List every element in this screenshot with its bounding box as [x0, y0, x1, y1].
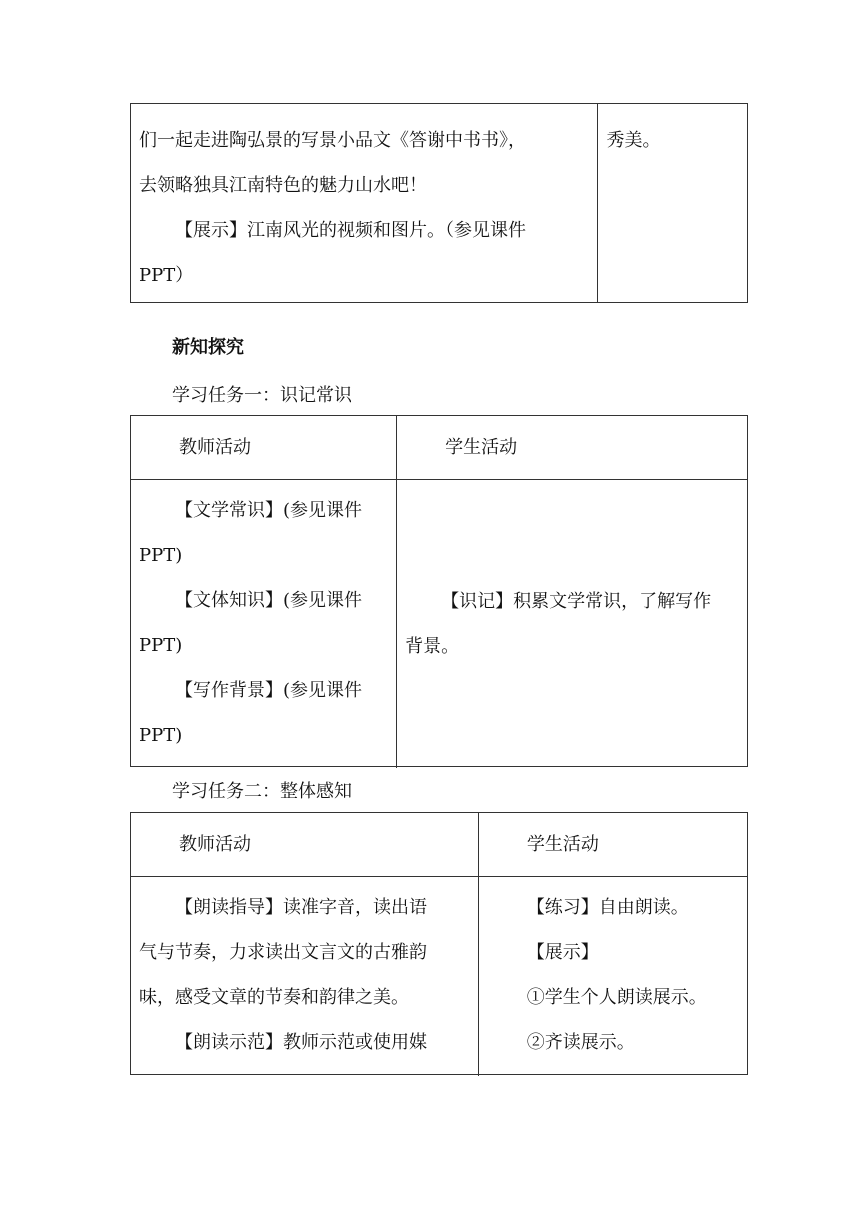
task1-teacher-line: 【文学常识】(参见课件 — [175, 500, 363, 521]
task1-student-line: 背景。 — [405, 636, 460, 657]
intro-table — [130, 103, 748, 303]
intro-left-cell — [131, 104, 597, 302]
task1-header-student: 学生活动 — [396, 416, 747, 479]
intro-right-cell — [597, 104, 747, 302]
intro-line: PPT） — [139, 265, 194, 286]
task2-header-teacher: 教师活动 — [179, 833, 251, 855]
task2-header-row — [131, 813, 747, 876]
task1-teacher-line: PPT) — [139, 725, 183, 746]
task1-header-teacher: 教师活动 — [179, 436, 251, 458]
task2-teacher-line: 【朗读示范】教师示范或使用媒 — [175, 1032, 427, 1053]
task2-label: 学习任务二：整体感知 — [172, 781, 352, 802]
task1-body-row — [131, 479, 747, 768]
intro-line: 【展示】江南风光的视频和图片。（参见课件 — [175, 220, 526, 241]
task2-student-line: 【练习】自由朗读。 — [526, 897, 689, 918]
task1-label: 学习任务一：识记常识 — [172, 385, 352, 406]
task1-student-line: 【识记】积累文学常识，了解写作 — [441, 591, 712, 612]
task2-table — [130, 812, 748, 1075]
task1-teacher-line: PPT) — [139, 635, 183, 656]
task2-student-line: 【展示】 — [526, 942, 599, 963]
section-title: 新知探究 — [172, 337, 244, 358]
task1-teacher-cell — [131, 480, 396, 768]
intro-line: 们一起走进陶弘景的写景小品文《答谢中书书》， — [139, 130, 526, 151]
task1-student-cell — [396, 480, 747, 768]
task2-teacher-line: 气与节奏，力求读出文言文的古雅韵 — [139, 942, 427, 963]
intro-right-text: 秀美。 — [606, 130, 661, 151]
intro-line: 去领略独具江南特色的魅力山水吧！ — [139, 175, 427, 196]
task2-header-student: 学生活动 — [478, 813, 747, 876]
task1-header-row — [131, 416, 747, 479]
task2-teacher-line: 【朗读指导】读准字音，读出语 — [175, 897, 427, 918]
task1-teacher-line: 【写作背景】(参见课件 — [175, 680, 363, 701]
task1-teacher-line: PPT) — [139, 545, 183, 566]
intro-row — [131, 104, 747, 302]
task2-student-cell — [478, 877, 747, 1076]
task2-student-line: ①学生个人朗读展示。 — [526, 987, 707, 1008]
task1-table — [130, 415, 748, 767]
task2-body-row — [131, 876, 747, 1076]
task2-student-line: ②齐读展示。 — [526, 1032, 635, 1053]
task1-teacher-line: 【文体知识】(参见课件 — [175, 590, 363, 611]
task2-teacher-cell — [131, 877, 478, 1076]
task2-teacher-line: 味，感受文章的节奏和韵律之美。 — [139, 987, 409, 1008]
